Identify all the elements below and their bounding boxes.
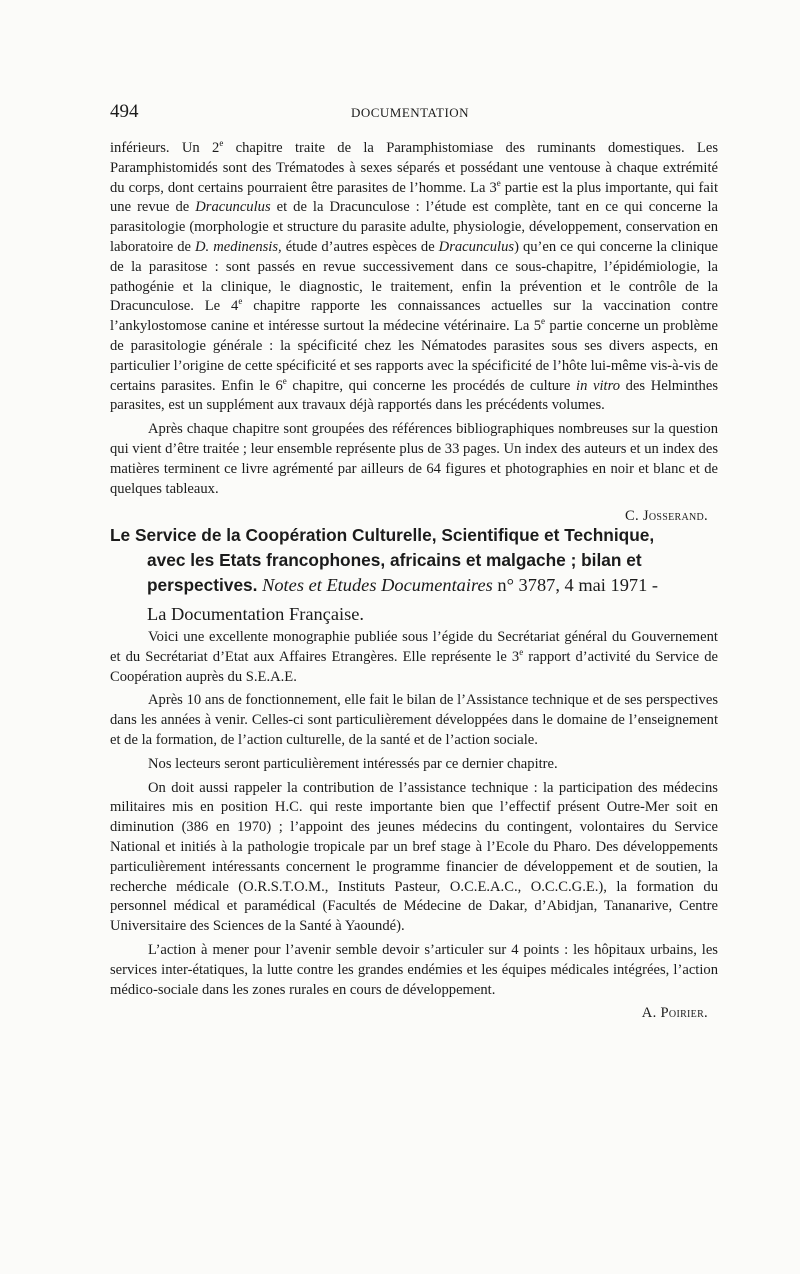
italic-term: Dracunculus [438, 238, 515, 255]
review-1-paragraph-1: inférieurs. Un 2e chapitre traite de la Paramphistomiase des ruminants domestiques. Les Paramphistomidés sont des Trématodes à sexes séparés et possédant une ventouse à chaque extrémité du corps, dont certains pourraient être parasites de l’homme. La 3e partie est la plus importante, qui fait une revue de Dracunculus et de la Dracunculose : l’étude est complète, tant en ce qui concerne la parasitologie (morphologie et structure du parasite adulte, physiologie, développement, conservation en laboratoire de D. medinensis, étude d’autres espèces de Dracunculus) qu’en ce qui concerne la clinique de la parasitose : sont passés en revue successivement dans ce sous-chapitre, l’épidémiologie, la pathogénie et la clinique, le diagnostic, le traitement, enfin la prévention et le contrôle de la Dracunculose. Le 4e chapitre rapporte les connaissances actuelles sur la vaccination contre l’ankylostomose canine et intéresse surtout la médecine vétérinaire. La 5e partie concerne un problème de parasitologie générale : la spécificité chez les Nématodes parasites sous ses divers aspects, en particulier l’origine de cette spécificité et ses rapports avec la spécificité de l’hôte lui-même vis-à-vis de certains parasites. Enfin le 6e chapitre, qui concerne les procédés de culture in vitro des Helminthes parasites, est un supplément aux travaux déjà rapportés dans les précédents volumes. [110, 138, 718, 414]
review-2-paragraph-3: Nos lecteurs seront particulièrement intéressés par ce dernier chapitre. [148, 755, 558, 772]
title-line-2: avec les Etats francophones, africains et malgache ; bilan et [147, 550, 642, 570]
review-2-paragraph-1: Voici une excellente monographie publiée sous l’égide du Secrétariat général du Gouvernement et du Secrétariat d’Etat aux Affaires Etrangères. Elle représente le 3e rapport d’activité du Service de Coopération auprès du S.E.A.E. [110, 629, 718, 685]
review-2-body [110, 628, 718, 1024]
running-title: DOCUMENTATION [350, 105, 470, 120]
review-2-title [110, 523, 722, 627]
review-1-paragraph-2: Après chaque chapitre sont groupées des références bibliographiques nombreuses sur la question qui vient d’être traitée ; leur ensemble représente plus de 33 pages. Un index des auteurs et un index des matières terminent ce livre agrémenté par ailleurs de 64 figures et photographies en noir et blanc et de quelques tableaux. [110, 421, 718, 497]
review-2-signature: A. Poirier. [641, 1005, 708, 1022]
superscript: e [282, 375, 287, 386]
superscript: e [238, 296, 243, 307]
running-header [110, 101, 710, 127]
superscript: e [219, 138, 224, 149]
superscript: e [496, 177, 501, 188]
italic-term: in vitro [576, 377, 621, 394]
title-line-3 [110, 573, 722, 598]
review-1-body [110, 139, 718, 527]
source-issue: n° 3787, 4 mai 1971 - [497, 575, 659, 595]
title-bold-end: perspectives. [147, 575, 258, 595]
italic-term: Dracunculus [195, 199, 271, 216]
title-line-1: Le Service de la Coopération Culturelle, Scientifique et Technique, [110, 525, 655, 545]
italic-term: D. medinensis, [195, 238, 282, 255]
page-number: 494 [110, 101, 139, 122]
superscript: e [519, 646, 524, 657]
publisher: La Documentation Française. [147, 604, 365, 624]
source-series: Notes et Etudes Documentaires [262, 575, 493, 595]
superscript: e [541, 316, 545, 327]
review-2-paragraph-5: L’action à mener pour l’avenir semble devoir s’articuler sur 4 points : les hôpitaux urbains, les services inter-étatiques, la lutte contre les grandes endémies et les équipes médicales intégrées, l’action médico-sociale dans les zones rurales en cours de développement. [110, 941, 718, 998]
review-2-paragraph-4: On doit aussi rappeler la contribution de l’assistance technique : la participation des médecins militaires mis en position H.C. qui reste importante bien que l’effectif présent Outre-Mer soit en diminution (386 en 1970) ; l’appoint des jeunes médecins du contingent, volontaires du Service National et initiés à la pathologie tropicale par un bref stage à l’Ecole du Pharo. Des développements particulièrement intéressants concernent le programme financier de développement et de soutien, la recherche médicale (O.R.S.T.O.M., Instituts Pasteur, O.C.E.A.C., O.C.C.G.E.), la formation du personnel médical et paramédical (Facultés de Médecine de Dakar, d’Abidjan, Tananarive, Centre Universitaire des Sciences de la Santé à Yaoundé). [110, 779, 718, 935]
review-2-paragraph-2: Après 10 ans de fonctionnement, elle fait le bilan de l’Assistance technique et de ses perspectives dans les années à venir. Celles-ci sont particulièrement développées dans le domaine de l’enseignement et de la formation, de l’action culturelle, de la santé et de l’action sociale. [110, 692, 718, 748]
review-1-signature: C. Josserand. [624, 508, 708, 525]
